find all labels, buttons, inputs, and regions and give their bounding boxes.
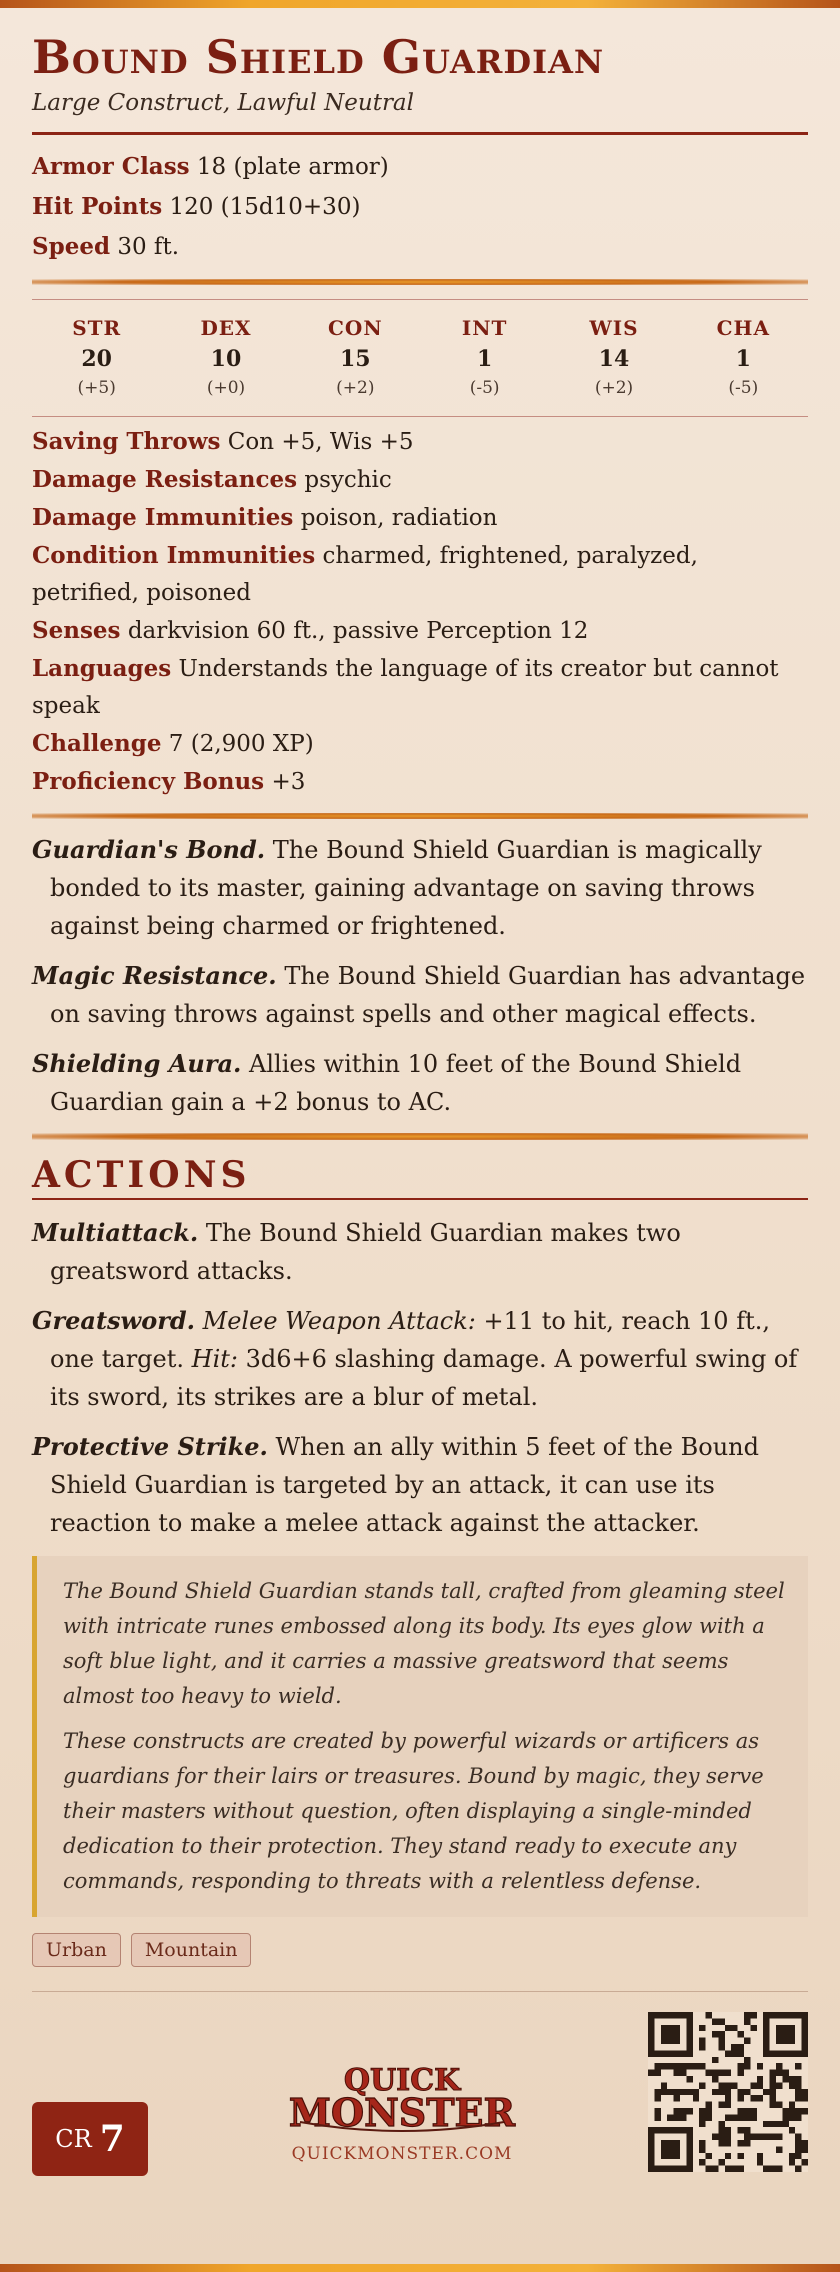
property-value: charmed, frightened, paralyzed, petrified, poisoned (32, 543, 698, 606)
armor-class (32, 147, 808, 187)
hit-points (32, 187, 808, 227)
ability-score: 10 (210, 346, 242, 372)
action-text: 3d6+6 slashing damage. A powerful swing of its sword, its strikes are a blur of metal. (50, 1345, 798, 1411)
speed-value: 30 ft. (117, 234, 180, 260)
ability-modifier: (+2) (594, 378, 634, 398)
armor-class-value: 18 (plate armor) (196, 154, 389, 180)
property-label: Damage Immunities (32, 504, 294, 531)
ability-con (291, 316, 420, 398)
property-value: +3 (271, 769, 306, 795)
trait-name: Shielding Aura. (32, 1049, 242, 1078)
ability-score: 15 (340, 346, 371, 372)
property-value: Con +5, Wis +5 (227, 429, 414, 455)
trait-text: The Bound Shield Guardian has advantage on saving throws against spells and other magical effects. (50, 962, 806, 1028)
action-attack-detail: +11 to hit, reach 10 ft., one target. (50, 1307, 770, 1373)
ability-name: DEX (200, 316, 252, 340)
ability-name: CON (328, 316, 383, 340)
top-accent-bar (0, 0, 840, 8)
section-divider (32, 279, 808, 285)
ability-modifier: (+0) (206, 378, 246, 398)
speed-label: Speed (32, 233, 111, 260)
ability-modifier: (-5) (728, 378, 759, 398)
title-divider (32, 132, 808, 135)
property-languages (32, 650, 808, 725)
action-text: The Bound Shield Guardian makes two greatsword attacks. (50, 1219, 681, 1285)
ability-score: 1 (735, 346, 751, 372)
action-name: Protective Strike. (32, 1432, 268, 1461)
action-text: When an ally within 5 feet of the Bound Shield Guardian is targeted by an attack, it can use its reaction to make a melee attack against the attacker. (50, 1433, 759, 1537)
property-challenge (32, 725, 808, 763)
action-hit-label: Hit: (191, 1345, 238, 1373)
property-label: Proficiency Bonus (32, 768, 265, 795)
property-damage-resistances (32, 461, 808, 499)
tag-list (32, 1933, 808, 1967)
brand-logo[interactable] (272, 2060, 532, 2164)
speed (32, 227, 808, 267)
cr-value: 7 (99, 2118, 125, 2160)
property-condition-immunities (32, 537, 808, 612)
tag-mountain[interactable]: Mountain (131, 1933, 252, 1967)
hit-points-label: Hit Points (32, 193, 163, 220)
ability-modifier: (+2) (336, 378, 375, 398)
brand-line-1: QUICK (343, 2063, 461, 2098)
ability-score: 14 (598, 346, 630, 372)
property-label: Damage Resistances (32, 466, 298, 493)
brand-url[interactable]: QUICKMONSTER.COM (291, 2144, 513, 2164)
lore-box (32, 1556, 808, 1917)
ability-name: STR (72, 316, 122, 340)
trait-name: Guardian's Bond. (32, 835, 266, 864)
trait-magic-resistance (32, 957, 808, 1033)
trait-shielding-aura (32, 1045, 808, 1121)
action-protective-strike (32, 1428, 808, 1542)
actions-heading: ACTIONS (32, 1154, 808, 1200)
property-value: poison, radiation (300, 505, 498, 531)
trait-name: Magic Resistance. (32, 961, 277, 990)
ability-cha (679, 316, 808, 398)
ability-scores (32, 299, 808, 417)
ability-modifier: (-5) (469, 378, 500, 398)
monster-meta: Large Construct, Lawful Neutral (32, 90, 415, 116)
property-value: psychic (304, 467, 392, 493)
property-label: Condition Immunities (32, 542, 316, 569)
property-proficiency-bonus (32, 763, 808, 801)
action-name: Greatsword. (32, 1306, 196, 1335)
ability-str (32, 316, 161, 398)
ability-score: 1 (476, 346, 493, 372)
ability-name: CHA (716, 316, 770, 340)
action-multiattack (32, 1214, 808, 1290)
tag-urban[interactable]: Urban (32, 1933, 121, 1967)
ability-modifier: (+5) (77, 378, 116, 398)
trait-text: The Bound Shield Guardian is magically bonded to its master, gaining advantage on saving throws against being charmed or frightened. (50, 836, 762, 940)
ability-int (420, 316, 549, 398)
challenge-rating-badge (32, 2102, 148, 2176)
ability-wis (549, 316, 678, 398)
ability-name: WIS (589, 316, 639, 340)
ability-name: INT (461, 316, 508, 340)
property-label: Saving Throws (32, 428, 221, 455)
stat-block (32, 28, 808, 2172)
ability-dex (161, 316, 290, 398)
lore-paragraph: These constructs are created by powerful wizards or artificers as guardians for their lairs or treasures. Bound by magic, they serve their masters without question, often displaying a single-minded dedication to their protection. They stand ready to execute any commands, responding to threats with a relentless defense. (63, 1729, 764, 1893)
property-label: Senses (32, 617, 121, 644)
property-label: Languages (32, 655, 172, 682)
property-senses (32, 612, 808, 650)
property-value: Understands the language of its creator but cannot speak (32, 656, 779, 719)
trait-text: Allies within 10 feet of the Bound Shield Guardian gain a +2 bonus to AC. (50, 1050, 742, 1116)
action-greatsword (32, 1302, 808, 1416)
properties-list (32, 423, 808, 801)
property-damage-immunities (32, 499, 808, 537)
monster-name: Bound Shield Guardian (32, 30, 605, 84)
trait-guardians-bond (32, 831, 808, 945)
lore-paragraph: The Bound Shield Guardian stands tall, crafted from gleaming steel with intricate runes embossed along its body. Its eyes glow with a soft blue light, and it carries a massive greatsword that seems almost too heavy to wield. (63, 1579, 785, 1708)
qr-code-icon[interactable] (648, 2012, 808, 2172)
section-divider (32, 1133, 808, 1140)
armor-class-label: Armor Class (32, 153, 190, 180)
property-value: darkvision 60 ft., passive Perception 12 (127, 618, 589, 644)
action-name: Multiattack. (32, 1218, 199, 1247)
footer (32, 1992, 808, 2172)
brand-wordmark (272, 2060, 532, 2136)
action-attack-type: Melee Weapon Attack: (202, 1307, 476, 1335)
bottom-accent-bar (0, 2264, 840, 2272)
property-saving-throws (32, 423, 808, 461)
section-divider (32, 813, 808, 819)
ability-score: 20 (81, 346, 112, 372)
cr-label: CR (55, 2125, 92, 2153)
property-value: 7 (2,900 XP) (168, 731, 314, 757)
brand-line-2: MONSTER (288, 2090, 516, 2135)
property-label: Challenge (32, 730, 162, 757)
hit-points-value: 120 (15d10+30) (169, 194, 361, 220)
